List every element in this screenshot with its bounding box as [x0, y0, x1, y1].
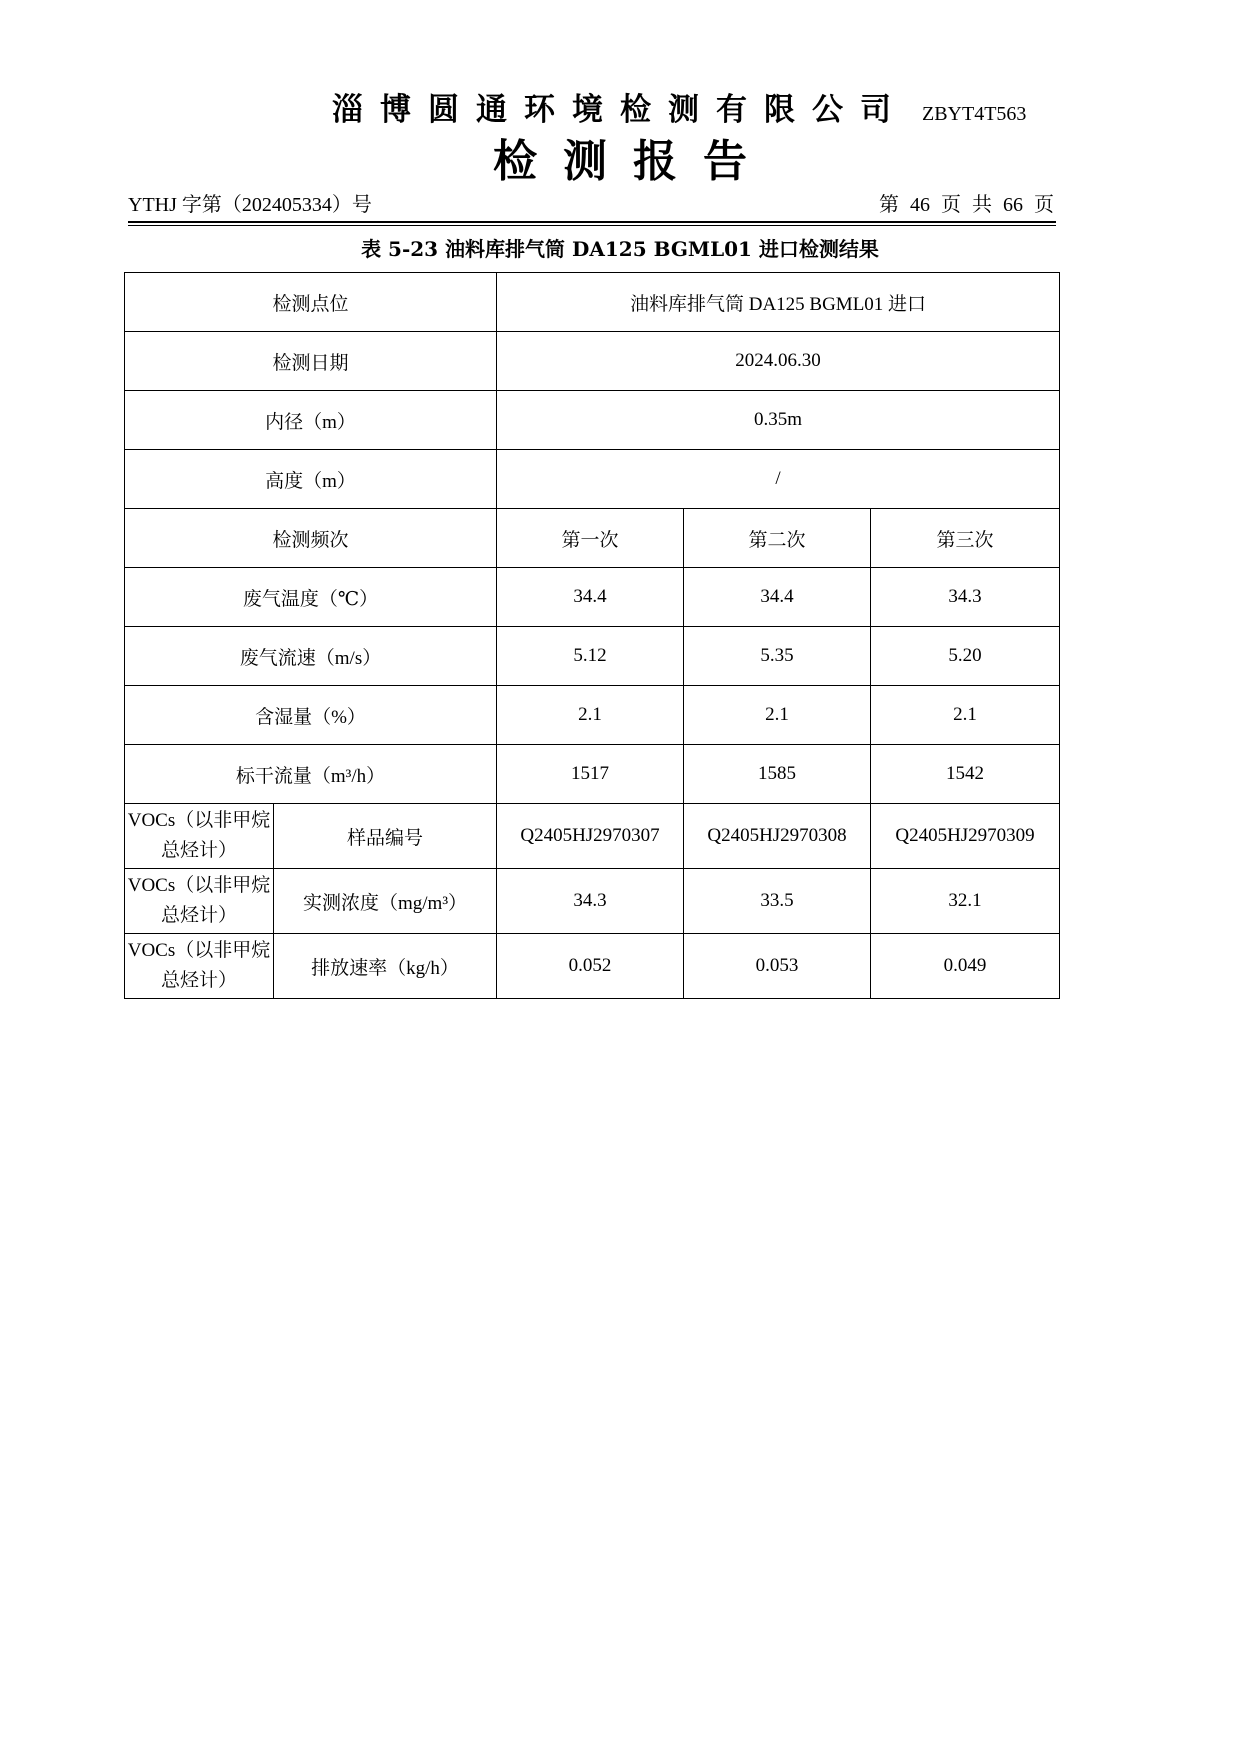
- cell-value: 0.049: [871, 934, 1060, 999]
- cell-value: 5.20: [871, 627, 1060, 686]
- run-header: 第三次: [871, 509, 1060, 568]
- row-label: 高度（m）: [125, 450, 497, 509]
- cell-value: Q2405HJ2970307: [497, 804, 684, 869]
- table-row-inner-diameter: [125, 391, 1060, 450]
- table-row-vocs-emission-rate: [125, 934, 1060, 999]
- report-title: 检测报告: [493, 136, 773, 187]
- run-header: 第二次: [684, 509, 871, 568]
- company-name: 淄博圆通环境检测有限公司: [332, 92, 908, 128]
- row-label: 检测点位: [125, 273, 497, 332]
- report-number: YTHJ 字第（202405334）号: [128, 194, 372, 216]
- document-code: ZBYT4T563: [922, 103, 1027, 125]
- row-label: 检测频次: [125, 509, 497, 568]
- pollutant-label: VOCs（以非甲烷总烃计）: [125, 804, 274, 869]
- cell-value: 33.5: [684, 869, 871, 934]
- item-label: 排放速率（kg/h）: [274, 934, 497, 999]
- table-row-vocs-sample-id: [125, 804, 1060, 869]
- table-row-gas-velocity: [125, 627, 1060, 686]
- cell-value: 1517: [497, 745, 684, 804]
- row-value: /: [497, 450, 1060, 509]
- row-label: 标干流量（m³/h）: [125, 745, 497, 804]
- row-value: 2024.06.30: [497, 332, 1060, 391]
- cell-value: 0.053: [684, 934, 871, 999]
- cell-value: 2.1: [497, 686, 684, 745]
- row-label: 内径（m）: [125, 391, 497, 450]
- row-value: 油料库排气筒 DA125 BGML01 进口: [497, 273, 1060, 332]
- cell-value: 34.3: [497, 869, 684, 934]
- row-label: 检测日期: [125, 332, 497, 391]
- pollutant-label: VOCs（以非甲烷总烃计）: [125, 934, 274, 999]
- row-label: 废气流速（m/s）: [125, 627, 497, 686]
- pollutant-label: VOCs（以非甲烷总烃计）: [125, 869, 274, 934]
- table-row-frequency: [125, 509, 1060, 568]
- header-rule-thin: [128, 225, 1056, 226]
- cell-value: 1585: [684, 745, 871, 804]
- cell-value: 0.052: [497, 934, 684, 999]
- header-rule-thick: [128, 221, 1056, 223]
- page-info: 第 46 页 共 66 页: [879, 194, 1054, 216]
- cell-value: 34.3: [871, 568, 1060, 627]
- item-label: 实测浓度（mg/m³）: [274, 869, 497, 934]
- row-label: 含湿量（%）: [125, 686, 497, 745]
- table-row-moisture: [125, 686, 1060, 745]
- table-row-dry-flow: [125, 745, 1060, 804]
- table-row-monitoring-point: [125, 273, 1060, 332]
- cell-value: 2.1: [871, 686, 1060, 745]
- results-table: [124, 272, 1060, 999]
- cell-value: 34.4: [684, 568, 871, 627]
- table-row-gas-temperature: [125, 568, 1060, 627]
- table-row-height: [125, 450, 1060, 509]
- table-row-vocs-concentration: [125, 869, 1060, 934]
- item-label: 样品编号: [274, 804, 497, 869]
- cell-value: 32.1: [871, 869, 1060, 934]
- cell-value: Q2405HJ2970308: [684, 804, 871, 869]
- cell-value: 5.35: [684, 627, 871, 686]
- table-row-date: [125, 332, 1060, 391]
- cell-value: 34.4: [497, 568, 684, 627]
- cell-value: 5.12: [497, 627, 684, 686]
- run-header: 第一次: [497, 509, 684, 568]
- row-label: 废气温度（℃）: [125, 568, 497, 627]
- cell-value: 2.1: [684, 686, 871, 745]
- table-caption: 表 5-23 油料库排气筒 DA125 BGML01 进口检测结果: [361, 237, 879, 261]
- row-value: 0.35m: [497, 391, 1060, 450]
- cell-value: Q2405HJ2970309: [871, 804, 1060, 869]
- cell-value: 1542: [871, 745, 1060, 804]
